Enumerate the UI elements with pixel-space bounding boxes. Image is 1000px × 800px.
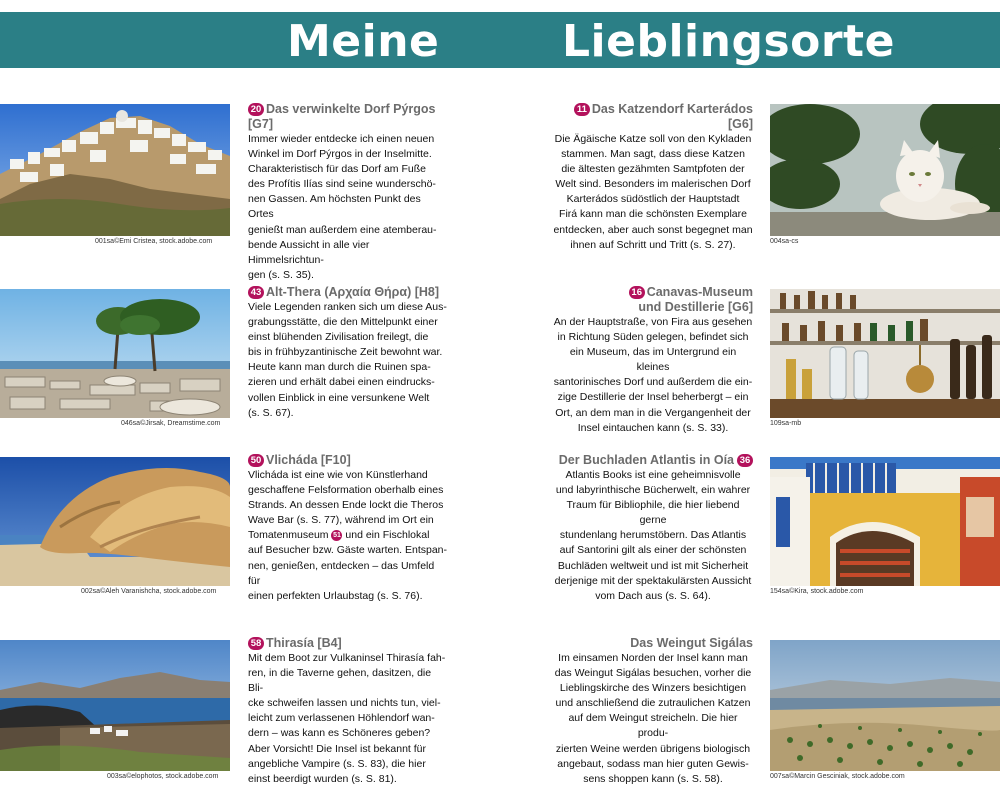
entry-title: 20 Das verwinkelte Dorf Pýrgos [G7] [248, 102, 436, 131]
photo-bookshop [770, 457, 1000, 586]
entry-pyrgos [248, 102, 448, 283]
photo-credit: 007sa©Marcin Gesciniak, stock.adobe.com [770, 773, 905, 780]
entry-canavas [553, 285, 753, 436]
entry-atlantis [553, 453, 753, 604]
photo-credit: 154sa©Kira, stock.adobe.com [770, 588, 864, 595]
number-badge: 11 [574, 103, 590, 116]
number-badge: 20 [248, 103, 264, 116]
photo-credit: 004sa-cs [770, 238, 799, 245]
entry-text: Mit dem Boot zur Vulkaninsel Thirasía fah- ren, in die Taverne gehen, dasitzen, die Bli- cke schweifen lassen und nichts tun, viel- leicht zum verlassenen Höhlendorf wan- dern – was kann es Schöneres geben? Aber Vorsicht! Die Insel ist bekannt für angebliche Vampire (s. S. 83), die hier einst beerdigt wurden (s. S. 81). [248, 652, 446, 785]
number-badge: 16 [629, 286, 645, 299]
entry-text: Im einsamen Norden der Insel kann man das Weingut Sigálas besuchen, vorher die Lieblingskirche des Winzers besichtigen und anschließend die zutraulichen Katzen auf dem Weingut streicheln. Die hier produ- zierten Weine werden übrigens biologisch angebaut, sodass man hier guten Gewis- sens shoppen kann (s. S. 58). [554, 652, 752, 785]
number-badge: 36 [737, 454, 753, 467]
photo-pyrgos [0, 104, 230, 236]
entry-title: 58 Thirasía [B4] [248, 636, 448, 651]
entry-thirasia [248, 636, 448, 787]
photo-vineyard [770, 640, 1000, 771]
number-badge: 43 [248, 286, 264, 299]
entry-title: Der Buchladen Atlantis in Oía 36 [553, 453, 753, 468]
entry-title: 11 Das Katzendorf Karterádos [G6] [553, 102, 753, 132]
entry-title: 50 Vlicháda [F10] [248, 453, 448, 468]
entry-title: 43 Alt-Thera (Αρχαία Θήρα) [H8] [248, 285, 448, 300]
photo-alt-thera [0, 289, 230, 418]
photo-distillery [770, 289, 1000, 418]
photo-credit: 109sa-mb [770, 420, 802, 427]
entry-text: Die Ägäische Katze soll von den Kykladen stammen. Man sagt, dass diese Katzen die ältesten gezähmten Samtpfoten der Welt sind. Besonders im malerischen Dorf Karterádos südöstlich der Hauptstadt Firá kann man die schönsten Exemplare entdecken, aber auch sonst begegnet man ihnen auf Schritt und Tritt (s. S. 27). [553, 133, 753, 251]
photo-vlichada [0, 457, 230, 586]
entry-vlichada [248, 453, 448, 604]
photo-credit: 046sa©Jirsak, Dreamstime.com [121, 420, 221, 427]
number-badge: 51 [333, 532, 341, 540]
entry-text: Immer wieder entdecke ich einen neuen Winkel im Dorf Pýrgos in der Inselmitte. Charakteristisch für das Dorf am Fuße des Profítis Ilías sind seine wunderschö- nen Gassen. Am höchsten Punkt des Ortes genießt man außerdem eine atemberau- bende Aussicht in alle vier Himmelsrichtun- gen (s. S. 35). [248, 133, 437, 281]
entry-alt-thera [248, 285, 448, 421]
entry-text: Atlantis Books ist eine geheimnisvolle und labyrinthische Bücherwelt, ein wahrer Traum für Bibliophile, die hier liebend gerne stundenlang herumstöbern. Das Atlantis auf Santorini gilt als einer der schönsten Buchläden weltweit und ist mit Sicherheit derjenige mit der spektakulärsten Aussicht vom Dach aus (s. S. 64). [554, 469, 752, 602]
header-word-lieblingsorte: Lieblingsorte [562, 16, 895, 67]
number-badge: 50 [248, 454, 264, 467]
entry-karterados [553, 102, 753, 253]
header-banner [0, 12, 1000, 68]
photo-credit: 001sa©Emi Cristea, stock.adobe.com [95, 238, 213, 245]
photo-thirasia [0, 640, 230, 771]
photo-cat [770, 104, 1000, 236]
entry-text: Viele Legenden ranken sich um diese Aus- grabungsstätte, die den Mittelpunkt einer einst blühenden Zivilisation freilegt, die bis in frühbyzantinische Zeit bewohnt war. Heute kann man durch die Ruinen spa- zieren und erhält dabei einen eindrucks- vollen Einblick in eine versunkene Welt (s. S. 67). [248, 301, 447, 419]
photo-credit: 003sa©elophotos, stock.adobe.com [107, 773, 219, 780]
number-badge: 58 [248, 637, 264, 650]
entry-text: An der Hauptstraße, von Fira aus gesehen in Richtung Süden gelegen, befindet sich ein Museum, das im Untergrund ein kleines santorinisches Dorf und außerdem die ein- zige Destillerie der Insel beherbergt – ein Ort, an dem man in die Vergangenheit der Insel eintauchen kann (s. S. 33). [553, 316, 753, 434]
header-word-meine: Meine [287, 16, 440, 67]
entry-title-line2: und Destillerie [G6] [638, 300, 753, 314]
entry-sigalas [553, 636, 753, 787]
entry-title: 16 Canavas-Museum [553, 285, 753, 300]
photo-credit: 002sa©Aleh Varanishcha, stock.adobe.com [81, 588, 217, 595]
entry-title: Das Weingut Sigálas [630, 636, 753, 650]
entry-text: Vlicháda ist eine wie von Künstlerhand geschaffene Felsformation oberhalb eines Strands. An dessen Ende lockt die Theros Wave Bar (s. S. 77), während im Ort ein Tomatenmuseum 51 und ein Fischlokal auf Besucher bzw. Gäste warten. Entspan- nen, genießen, entdecken – das Umfeld für einen perfekten Urlaubstag (s. S. 76). [248, 469, 448, 602]
